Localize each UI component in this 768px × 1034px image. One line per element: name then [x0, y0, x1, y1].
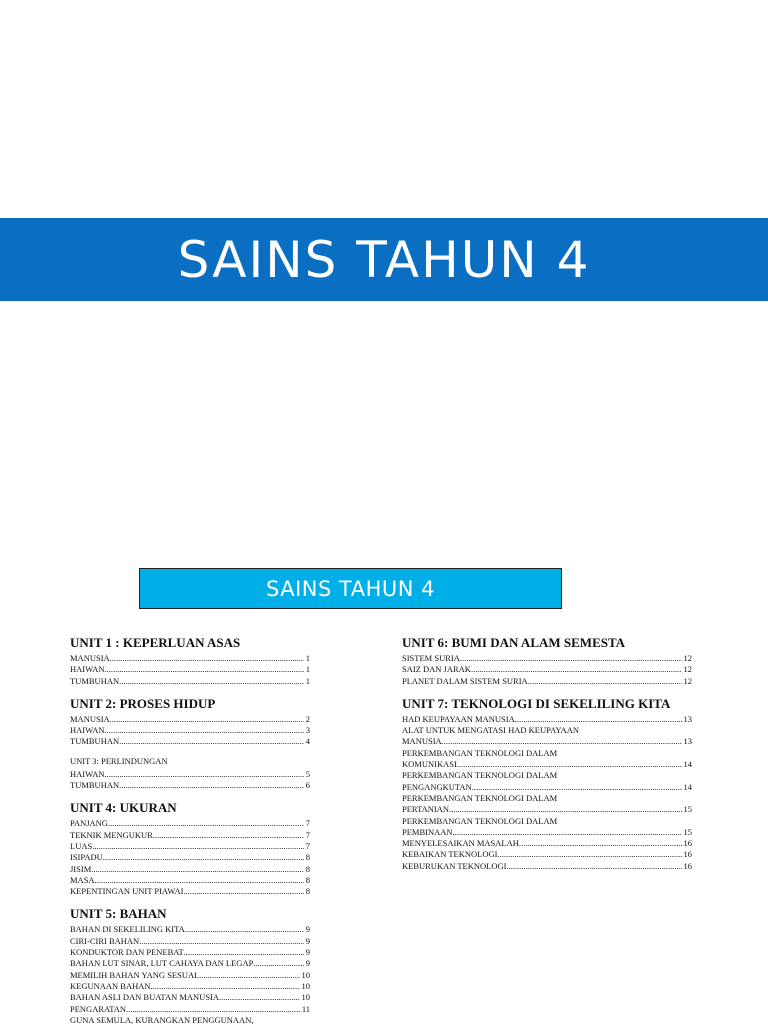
toc-entry[interactable] — [402, 653, 692, 664]
toc-entry[interactable] — [70, 725, 310, 736]
toc-entry[interactable] — [70, 676, 310, 687]
toc-entry-label: TUMBUHAN — [70, 736, 120, 747]
toc-entry[interactable] — [70, 664, 310, 675]
toc-dot-leader — [103, 852, 304, 863]
toc-entry-label: MENYELESAIKAN MASALAH — [402, 838, 519, 849]
toc-entry[interactable] — [70, 981, 310, 992]
toc-entry-prefix: PERKEMBANGAN TEKNOLOGI DALAM — [402, 792, 558, 803]
toc-entry-label: CIRI-CIRI BAHAN — [70, 935, 140, 946]
toc-dot-leader — [184, 947, 304, 958]
toc-page-number: 8 — [305, 863, 310, 874]
unit-heading: UNIT 5: BAHAN — [70, 906, 167, 922]
title-banner — [0, 218, 768, 301]
toc-entry[interactable] — [70, 841, 310, 852]
toc-right-column — [402, 634, 692, 880]
toc-entry-label: BAHAN LUT SINAR, LUT CAHAYA DAN LEGAP — [70, 958, 254, 969]
toc-entry[interactable] — [70, 864, 310, 875]
toc-page-number: 8 — [305, 886, 310, 897]
toc-page-number: 8 — [305, 852, 310, 863]
toc-page-number: 1 — [305, 675, 310, 686]
toc-entry-label: PEMBINAAN — [402, 826, 453, 837]
toc-dot-leader — [460, 653, 682, 664]
toc-entry-list — [70, 769, 310, 792]
toc-page-number: 9 — [305, 958, 310, 969]
toc-dot-leader — [108, 818, 304, 829]
toc-entry[interactable] — [402, 849, 692, 860]
toc-page-number: 4 — [305, 736, 310, 747]
toc-dot-leader — [528, 676, 682, 687]
toc-dot-leader — [104, 664, 303, 675]
toc-entry-label: MANUSIA — [402, 736, 442, 747]
toc-entry-label: HAIWAN — [70, 725, 105, 736]
toc-entry[interactable] — [70, 936, 310, 947]
toc-entry[interactable] — [402, 782, 692, 793]
toc-page-number: 14 — [683, 781, 692, 792]
toc-page-number: 10 — [301, 992, 310, 1003]
toc-dot-leader — [515, 714, 682, 725]
toc-page-number: 9 — [305, 935, 310, 946]
toc-entry-label: PANJANG — [70, 818, 108, 829]
toc-dot-leader — [151, 981, 300, 992]
toc-entry[interactable] — [70, 1004, 310, 1015]
toc-dot-leader — [449, 804, 682, 815]
toc-dot-leader — [442, 736, 682, 747]
toc-page-number: 2 — [305, 713, 310, 724]
toc-dot-leader — [91, 864, 303, 875]
toc-entry-label: LUAS — [70, 840, 93, 851]
toc-dot-leader — [104, 769, 303, 780]
toc-dot-leader — [219, 992, 299, 1003]
toc-entry-label: BAHAN ASLI DAN BUATAN MANUSIA — [70, 992, 220, 1003]
toc-entry[interactable] — [70, 769, 310, 780]
toc-dot-leader — [185, 924, 304, 935]
toc-entry[interactable] — [70, 852, 310, 863]
toc-entry-list — [402, 714, 692, 872]
toc-dot-leader — [110, 653, 304, 664]
subtitle-box — [139, 568, 562, 609]
toc-entry[interactable] — [70, 818, 310, 829]
toc-entry-label: TEKNIK MENGUKUR — [70, 829, 153, 840]
toc-dot-leader — [95, 875, 304, 886]
toc-dot-leader — [506, 861, 681, 872]
toc-entry-label: ISIPADU — [70, 852, 103, 863]
toc-entry-label: MANUSIA — [70, 713, 110, 724]
toc-entry[interactable] — [70, 714, 310, 725]
toc-page-number: 12 — [683, 664, 692, 675]
toc-entry-label: KOMUNIKASI — [402, 759, 457, 770]
toc-entry-prefix: PERKEMBANGAN TEKNOLOGI DALAM — [402, 770, 558, 781]
toc-entry-label: SISTEM SURIA — [402, 653, 460, 663]
toc-entry-list — [70, 818, 310, 897]
toc-entry-prefix: PERKEMBANGAN TEKNOLOGI DALAM — [402, 747, 558, 758]
toc-entry[interactable] — [402, 759, 692, 770]
toc-dot-leader — [126, 1004, 300, 1015]
toc-entry[interactable] — [70, 653, 310, 664]
toc-dot-leader — [183, 886, 303, 897]
toc-entry[interactable] — [70, 780, 310, 791]
toc-page-number: 9 — [305, 924, 310, 935]
toc-page-number: 12 — [683, 653, 692, 663]
toc-page-number: 13 — [683, 736, 692, 747]
toc-entry[interactable] — [402, 861, 692, 872]
toc-entry[interactable] — [70, 736, 310, 747]
toc-entry[interactable] — [70, 924, 310, 935]
page-title: SAINS TAHUN 4 — [177, 230, 591, 289]
toc-page-number: 15 — [683, 826, 692, 837]
toc-entry-label: KONDUKTOR DAN PENEBAT — [70, 947, 184, 958]
toc-page-number: 3 — [305, 725, 310, 736]
toc-page-number: 15 — [683, 804, 692, 815]
toc-entry[interactable] — [70, 958, 310, 969]
toc-entry-label: KEPENTINGAN UNIT PIAWAI — [70, 886, 184, 897]
toc-entry-label: HAIWAN — [70, 664, 105, 675]
toc-page-number: 10 — [301, 980, 310, 991]
toc-page-number: 13 — [683, 713, 692, 724]
toc-entry[interactable] — [402, 736, 692, 747]
toc-dot-leader — [119, 736, 304, 747]
toc-entry-label: PLANET DALAM SISTEM SURIA — [402, 675, 528, 686]
toc-entry[interactable] — [402, 664, 692, 675]
toc-dot-leader — [110, 714, 304, 725]
toc-entry-label: MANUSIA — [70, 653, 110, 663]
toc-entry-label: PENGANGKUTAN — [402, 781, 472, 792]
toc-entry-label: HAIWAN — [70, 768, 105, 779]
toc-entry-label: SAIZ DAN JARAK — [402, 664, 471, 675]
toc-page-number: 5 — [305, 768, 310, 779]
toc-entry-label: JISIM — [70, 863, 92, 874]
unit-heading: UNIT 6: BUMI DAN ALAM SEMESTA — [402, 635, 626, 650]
toc-entry[interactable] — [70, 992, 310, 1003]
toc-dot-leader — [453, 827, 682, 838]
toc-dot-leader — [119, 676, 304, 687]
toc-dot-leader — [119, 780, 304, 791]
toc-entry-label: TUMBUHAN — [70, 675, 120, 686]
toc-entry-continued: GUNA SEMULA, KURANGKAN PENGGUNAAN, — [70, 1014, 254, 1025]
toc-entry-label: MASA — [70, 874, 95, 885]
toc-dot-leader — [472, 782, 682, 793]
toc-entry[interactable] — [402, 714, 692, 725]
toc-entry[interactable] — [70, 830, 310, 841]
unit-heading: UNIT 2: PROSES HIDUP — [70, 695, 216, 711]
toc-page-number: 1 — [305, 664, 310, 675]
unit-heading: UNIT 3: PERLINDUNGAN — [70, 755, 168, 766]
toc-entry-list — [70, 924, 310, 1026]
toc-dot-leader — [153, 830, 304, 841]
toc-page-number: 10 — [301, 969, 310, 980]
toc-page-number: 1 — [305, 653, 310, 663]
toc-entry[interactable] — [402, 676, 692, 687]
toc-entry-label: KEGUNAAN BAHAN — [70, 980, 151, 991]
toc-page-number: 8 — [305, 874, 310, 885]
toc-page-number: 11 — [301, 1003, 310, 1014]
unit-heading: UNIT 1 : KEPERLUAN ASAS — [70, 635, 241, 650]
toc-entry[interactable] — [70, 970, 310, 981]
toc-entry-label: MEMILIH BAHAN YANG SESUAI — [70, 969, 197, 980]
toc-page-number: 7 — [305, 818, 310, 829]
toc-dot-leader — [92, 841, 304, 852]
toc-dot-leader — [104, 725, 303, 736]
toc-entry[interactable] — [70, 875, 310, 886]
toc-page-number: 7 — [305, 840, 310, 851]
toc-entry-label: KEBURUKAN TEKNOLOGI — [402, 860, 507, 871]
toc-page-number: 9 — [305, 947, 310, 958]
toc-entry[interactable] — [402, 804, 692, 815]
toc-page-number: 14 — [683, 759, 692, 770]
toc-entry-label: PENGARATAN — [70, 1003, 126, 1014]
toc-dot-leader — [197, 970, 300, 981]
toc-page-number: 16 — [683, 860, 692, 871]
toc-entry-prefix: ALAT UNTUK MENGATASI HAD KEUPAYAAN — [402, 725, 580, 736]
toc-entry-label: PERTANIAN — [402, 804, 449, 815]
toc-entry-label: BAHAN DI SEKELILING KITA — [70, 924, 185, 935]
toc-dot-leader — [471, 664, 682, 675]
toc-entry[interactable] — [402, 838, 692, 849]
toc-dot-leader — [457, 759, 682, 770]
toc-entry-list — [70, 714, 310, 748]
toc-entry[interactable] — [70, 947, 310, 958]
toc-page-number: 16 — [683, 838, 692, 849]
toc-entry-label: KEBAIKAN TEKNOLOGI — [402, 849, 498, 860]
toc-left-column — [70, 634, 310, 1034]
unit-heading: UNIT 7: TEKNOLOGI DI SEKELILING KITA — [402, 695, 671, 711]
toc-dot-leader — [253, 958, 303, 969]
toc-dot-leader — [497, 849, 681, 860]
toc-entry[interactable] — [70, 886, 310, 897]
toc-dot-leader — [519, 838, 682, 849]
toc-entry-label: HAD KEUPAYAAN MANUSIA — [402, 713, 515, 724]
toc-entry-prefix: PERKEMBANGAN TEKNOLOGI DALAM — [402, 815, 558, 826]
toc-page-number: 6 — [305, 780, 310, 791]
unit-heading: UNIT 4: UKURAN — [70, 800, 177, 816]
toc-entry-list — [70, 653, 310, 687]
toc-entry[interactable] — [402, 827, 692, 838]
toc-page-number: 12 — [683, 675, 692, 686]
toc-page-number: 16 — [683, 849, 692, 860]
toc-page-number: 7 — [305, 829, 310, 840]
toc-entry-list — [402, 653, 692, 687]
toc-dot-leader — [139, 936, 304, 947]
subtitle: SAINS TAHUN 4 — [266, 576, 435, 601]
toc-entry-label: TUMBUHAN — [70, 780, 120, 791]
